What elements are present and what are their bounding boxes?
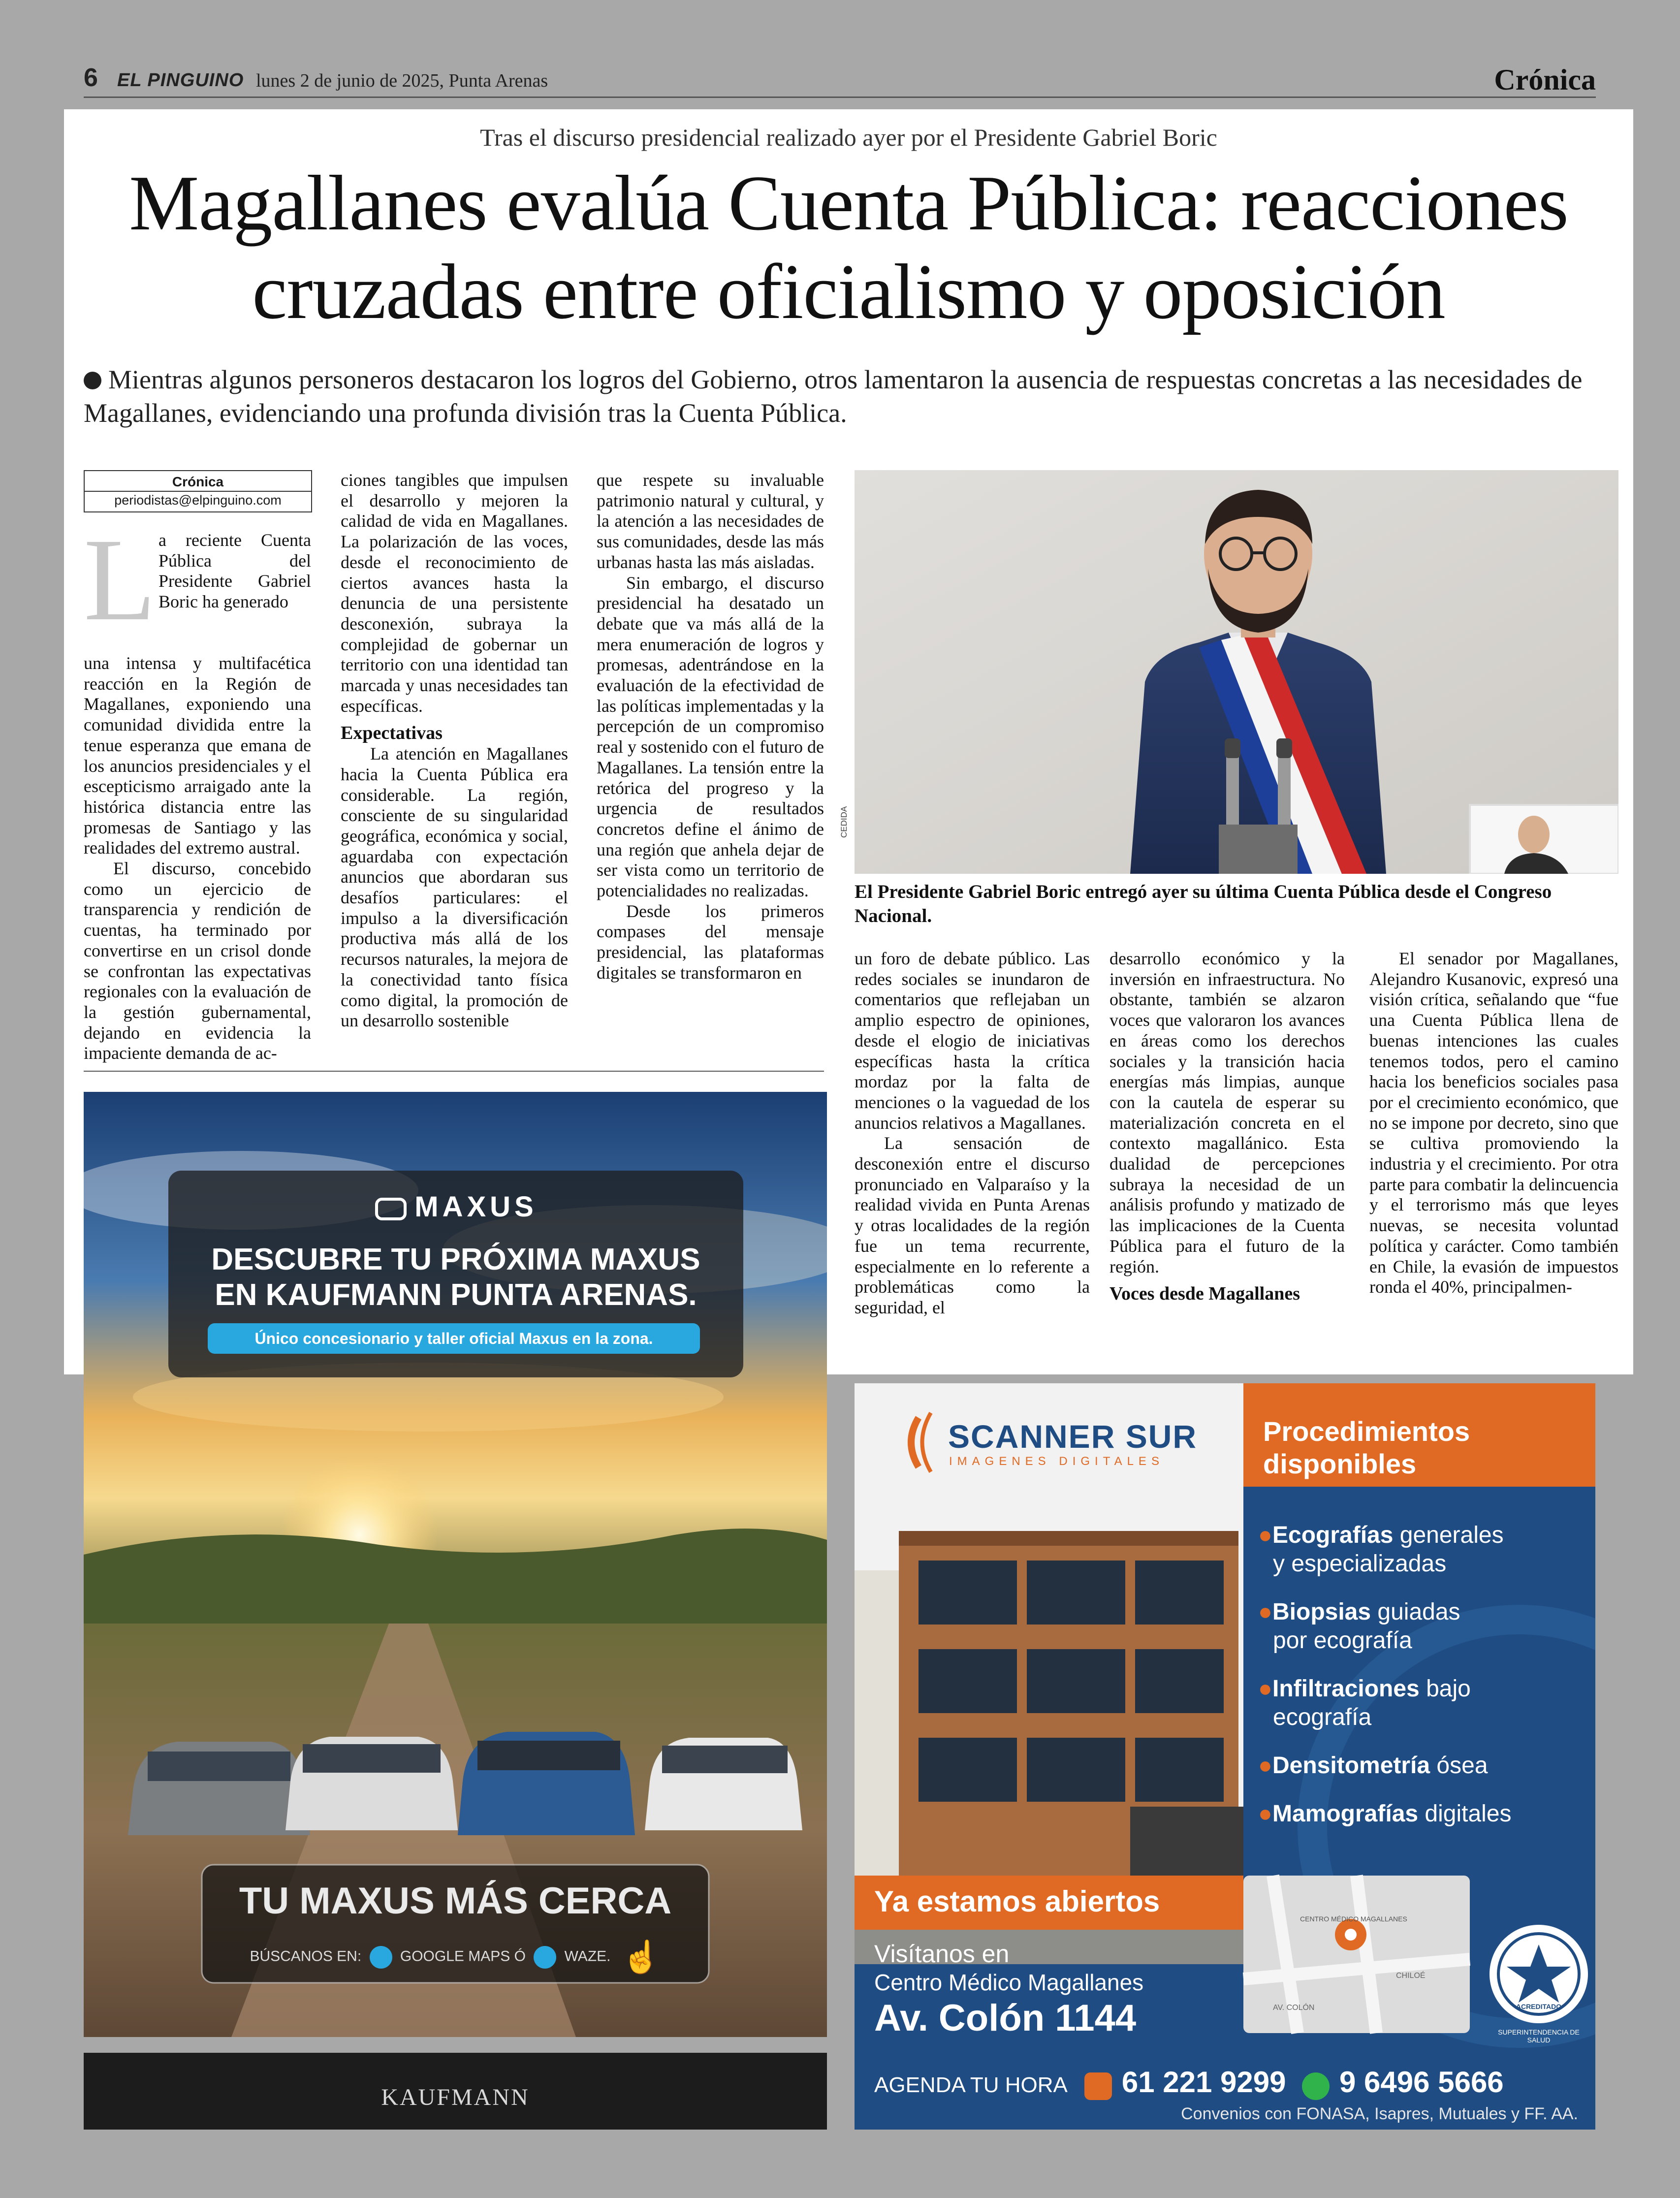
paragraph: una intensa y multifacética reacción en la Región de Magallanes, exponiendo una comunidad dividida entre la tenue esperanza que emana de los anuncios presidenciales y el escepticismo arraigado ante la histórica distancia entre las promesas de Santiago y las realidades del extremo austral. bbox=[84, 653, 311, 858]
map-label: CENTRO MÉDICO MAGALLANES bbox=[1300, 1915, 1407, 1923]
paragraph: desarrollo económico y la inversión en infraestructura. No obstante, también se alzaron voces que valoraron los avances en áreas como los derechos sociales y la transición hacia energías más limpias, aunque con la cautela de esperar su materialización concreta en el contexto magallánico. Esta dualidad de percepciones subraya la necesidad de un análisis profundo y matizado de las implicaciones de la Cuenta Pública para el futuro de la región. bbox=[1109, 949, 1345, 1276]
address: Av. Colón 1144 bbox=[874, 1997, 1137, 2039]
procedure-item: ●Densitometría ósea bbox=[1258, 1752, 1488, 1779]
procedure-item: ●Ecografías generales y especializadas bbox=[1258, 1522, 1504, 1577]
scanner-logo-sub: IMAGENES DIGITALES bbox=[949, 1455, 1164, 1468]
google-maps-icon bbox=[370, 1946, 392, 1969]
scanner-sur-advertisement[interactable] bbox=[855, 1383, 1595, 2130]
maxus-advertisement[interactable] bbox=[84, 1092, 827, 2130]
bullet-icon bbox=[84, 372, 101, 389]
photo-caption: El Presidente Gabriel Boric entregó ayer su última Cuenta Pública desde el Congreso Nacional. bbox=[855, 881, 1552, 926]
headline-line-2: cruzadas entre oficialismo y oposición bbox=[252, 248, 1445, 335]
whatsapp-icon bbox=[1302, 2072, 1330, 2100]
kicker: Tras el discurso presidencial realizado ayer por el Presidente Gabriel Boric bbox=[480, 124, 1217, 151]
byline-email[interactable]: periodistas@elpinguino.com bbox=[85, 491, 311, 509]
procedure-item: ●Infiltraciones bajo ecografía bbox=[1258, 1676, 1471, 1730]
maxus-tagline: Único concesionario y taller oficial Maxus en la zona. bbox=[208, 1323, 700, 1354]
waze-link[interactable]: WAZE. bbox=[564, 1948, 611, 1965]
column-divider bbox=[84, 1071, 824, 1072]
maxus-logo: MAXUS bbox=[365, 1190, 547, 1223]
column-1 bbox=[84, 653, 311, 1064]
maxus-cta[interactable]: TU MAXUS MÁS CERCA bbox=[239, 1880, 672, 1922]
byline-section: Crónica bbox=[172, 474, 224, 489]
column-6 bbox=[1369, 949, 1618, 1298]
google-maps-link[interactable]: GOOGLE MAPS Ó bbox=[400, 1948, 526, 1965]
headline-line-1: Magallanes evalúa Cuenta Pública: reacciones bbox=[129, 159, 1568, 247]
seal-text: ACREDITADO bbox=[1516, 2003, 1562, 2010]
drop-cap: L bbox=[84, 514, 156, 645]
column-4 bbox=[855, 949, 1090, 1318]
article-photo bbox=[855, 470, 1618, 874]
visit-info: Visítanos en Centro Médico Magallanes Av. Colón 1144 bbox=[874, 1940, 1144, 2039]
section-name: Crónica bbox=[1494, 64, 1596, 96]
paragraph: Sin embargo, el discurso presidencial ha desatado un debate que va más allá de la mera enumeración de logros y promesas, adentrándose en la evaluación de la efectividad de las políticas implementadas y la percepción de un compromiso real y sostenido con el futuro de Magallanes. La tensión entre la retórica del progreso y la urgencia de resultados concretos define el ánimo de una región que anhela dejar de ser vista como un territorio de potencialidades no realizadas. bbox=[597, 573, 824, 901]
paper-name: EL PINGUINO bbox=[117, 70, 244, 91]
subhead-text: Mientras algunos personeros destacaron los logros del Gobierno, otros lamentaron la ausencia de respuestas concretas a las necesidades de Magallanes, evidenciando una profunda división tras la Cuenta Pública. bbox=[84, 365, 1583, 428]
headline bbox=[84, 159, 1614, 336]
photo-credit: CEDIDA bbox=[839, 806, 849, 838]
page-header bbox=[84, 63, 1596, 98]
column-5 bbox=[1109, 949, 1345, 1305]
paragraph: ciones tangibles que impulsen el desarrollo y mejoren la calidad de vida en Magallanes. La polarización de las voces, desde el reconocimiento de ciertos avances hasta la denuncia de una persistente desconexión, subraya la complejidad de gobernar un territorio con una identidad tan marcada y unas necesidades tan específicas. bbox=[341, 470, 568, 716]
subheading-voces: Voces desde Magallanes bbox=[1109, 1283, 1300, 1305]
byline-box bbox=[84, 470, 312, 512]
maxus-headline: DESCUBRE TU PRÓXIMA MAXUS EN KAUFMANN PUNTA ARENAS. bbox=[211, 1242, 700, 1312]
kaufmann-logo: KAUFMANN bbox=[381, 2084, 530, 2110]
scanner-logo: SCANNER SUR bbox=[948, 1418, 1198, 1455]
open-banner: Ya estamos abiertos bbox=[874, 1885, 1160, 1918]
column-3 bbox=[597, 470, 824, 984]
phone-whatsapp[interactable]: 9 6496 5666 bbox=[1339, 2066, 1504, 2099]
phone-landline[interactable]: 61 221 9299 bbox=[1121, 2066, 1286, 2099]
column-1-intro bbox=[158, 530, 311, 612]
issue-date: lunes 2 de junio de 2025, Punta Arenas bbox=[256, 70, 548, 91]
subhead bbox=[84, 363, 1605, 430]
procedure-item: ●Mamografías digitales bbox=[1258, 1801, 1512, 1827]
paragraph: El discurso, concebido como un ejercicio de transparencia y rendición de cuentas, ha terminado por convertirse en un crisol donde se confrontan las expectativas regionales con la evaluación de la gestión gubernamental, dejando en evidencia la impaciente demanda de ac- bbox=[84, 859, 311, 1063]
page-number: 6 bbox=[84, 64, 98, 92]
subheading-expectativas: Expectativas bbox=[341, 723, 443, 744]
paragraph: El senador por Magallanes, Alejandro Kusanovic, expresó una visión crítica, señalando que “fue una Cuenta Pública llena de buenas intenciones las cuales tenemos todos, pero el camino hacia los beneficios sociales pasa por el crecimiento económico, que no se impone por decreto, sino que se cultiva promoviendo la industria y el crecimiento. Por otra parte para combatir la delincuencia y el terrorismo más que leyes nuevas, se necesita voluntad política y carácter. Como también en Chile, la evasión de impuestos ronda el 40%, principalmen- bbox=[1369, 949, 1618, 1297]
paragraph: a reciente Cuenta Pública del Presidente Gabriel Boric ha generado bbox=[158, 530, 311, 612]
paragraph: La sensación de desconexión entre el discurso pronunciado en Valparaíso y la realidad vivida en Punta Arenas y otras localidades de la región fue un tema recurrente, especialmente en lo referente a problemáticas como la seguridad, el bbox=[855, 1133, 1090, 1317]
paragraph: Desde los primeros compases del mensaje presidencial, las plataformas digitales se transformaron en bbox=[597, 901, 824, 983]
agreements: Convenios con FONASA, Isapres, Mutuales y FF. AA. bbox=[1181, 2104, 1578, 2123]
procedure-item: ●Biopsias guiadas por ecografía bbox=[1258, 1599, 1460, 1654]
maxus-search-line: BÚSCANOS EN: GOOGLE MAPS Ó WAZE. ☝ bbox=[250, 1939, 661, 1975]
map-street-1: AV. COLÓN bbox=[1273, 2004, 1315, 2012]
seal-footer: SUPERINTENDENCIA DE SALUD bbox=[1498, 2028, 1580, 2044]
president-photo bbox=[855, 470, 1618, 874]
paragraph: un foro de debate público. Las redes sociales se inundaron de comentarios que reflejaban un amplio espectro de opiniones, desde el elogio de iniciativas específicas hasta la crítica mordaz por la falta de menciones o la vaguedad de los anuncios relativos a Magallanes. bbox=[855, 949, 1090, 1133]
procedures-title: Procedimientos disponibles bbox=[1263, 1416, 1470, 1479]
map-street-2: CHILOÉ bbox=[1396, 1972, 1426, 1980]
column-2 bbox=[341, 470, 568, 1031]
procedures-list bbox=[1258, 1521, 1593, 1828]
contact-line: AGENDA TU HORA 61 221 9299 9 6496 5666 bbox=[874, 2065, 1593, 2100]
maxus-logo-icon bbox=[375, 1198, 407, 1220]
phone-icon bbox=[1084, 2072, 1112, 2100]
hand-pointer-icon: ☝ bbox=[621, 1939, 661, 1975]
waze-icon bbox=[534, 1946, 556, 1969]
paragraph: que respete su invaluable patrimonio natural y cultural, y la atención a las necesidades de sus comunidades, desde las más urbanas hasta las más aisladas. bbox=[597, 470, 824, 572]
paragraph: La atención en Magallanes hacia la Cuenta Pública era considerable. La región, consciente de su singularidad geográfica, económica y social, aguardaba con expectación anuncios que abordaran sus desafíos particulares: el impulso a la diversificación productiva más allá de los recursos naturales, la mejora de la conectividad tanto física como digital, la promoción de un desarrollo sostenible bbox=[341, 744, 568, 1031]
